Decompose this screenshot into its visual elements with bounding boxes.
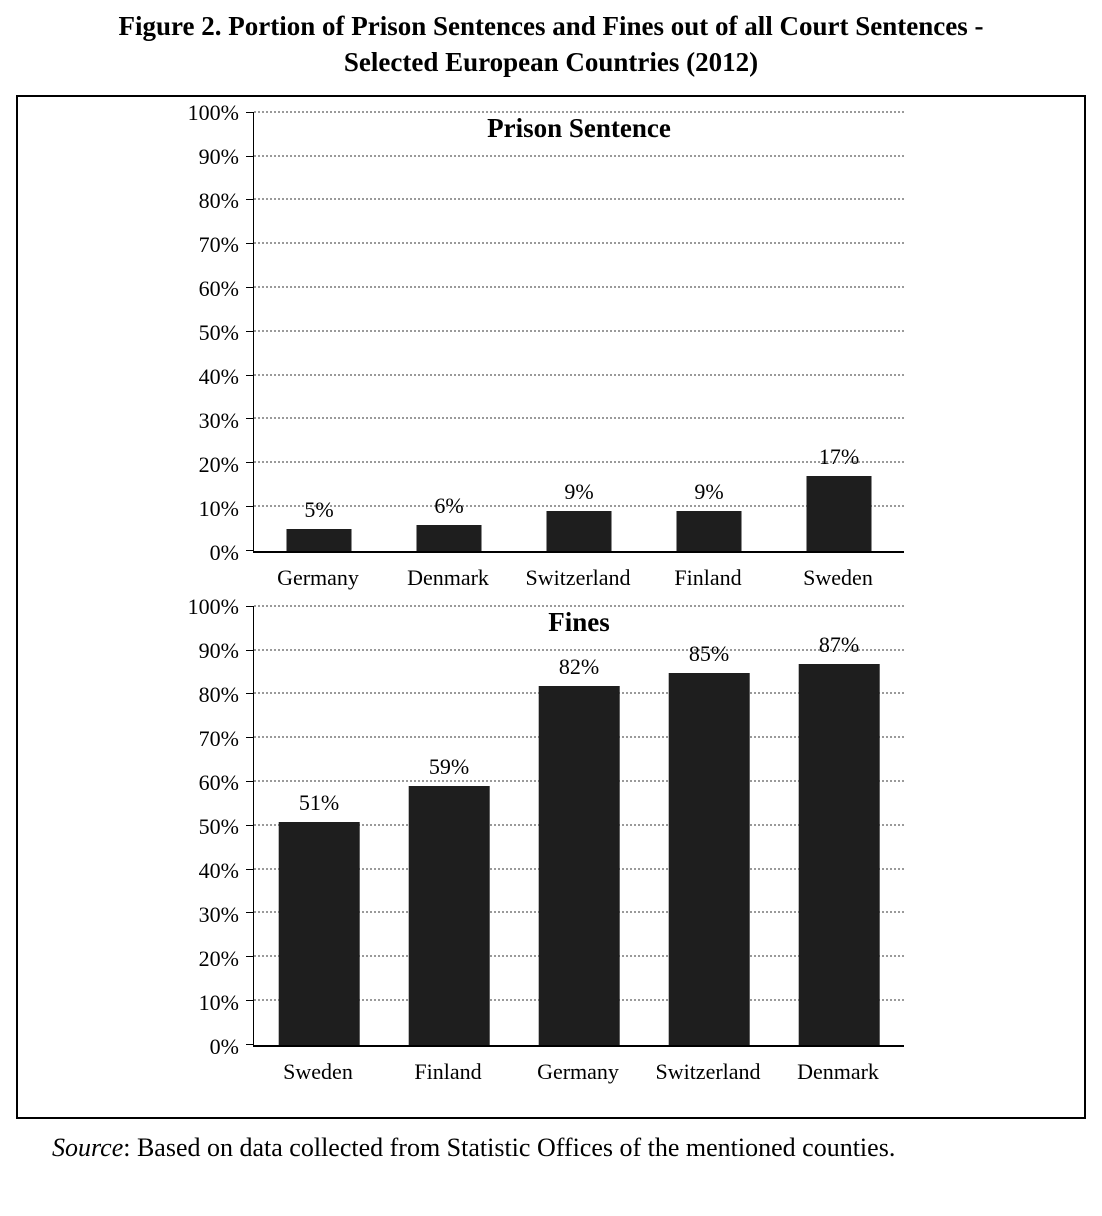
- y-tick-label: 50%: [198, 813, 239, 839]
- y-tick-mark: [246, 112, 254, 113]
- source-note: [52, 1133, 1062, 1163]
- y-tick-mark: [246, 506, 254, 507]
- y-tick-label: 40%: [198, 857, 239, 883]
- figure-title: [26, 8, 1076, 81]
- y-tick-label: 10%: [198, 989, 239, 1015]
- plot-area: [253, 607, 904, 1047]
- y-tick-mark: [246, 287, 254, 288]
- bar-value-label: 59%: [428, 754, 470, 780]
- x-category-label: Denmark: [797, 1058, 879, 1084]
- bar-slot: [774, 113, 904, 551]
- bar-slot: [514, 113, 644, 551]
- source-text: : Based on data collected from Statistic Offices of the mentioned counties.: [123, 1132, 896, 1162]
- y-tick-mark: [246, 550, 254, 551]
- y-tick-label: 30%: [198, 901, 239, 927]
- bar-slot: [384, 607, 514, 1045]
- bar-value-label: 9%: [694, 479, 724, 505]
- bar-finland: [677, 511, 742, 550]
- y-tick-mark: [246, 869, 254, 870]
- bar-value-label: 87%: [818, 631, 860, 657]
- bar-value-label: 17%: [818, 444, 860, 470]
- chart-box: [16, 95, 1086, 1119]
- y-tick-mark: [246, 650, 254, 651]
- y-tick-mark: [246, 418, 254, 419]
- y-tick-mark: [246, 825, 254, 826]
- x-category-label: Germany: [277, 564, 359, 590]
- bar-slot: [384, 113, 514, 551]
- plot-area: [253, 113, 904, 553]
- bar-value-label: 82%: [558, 653, 600, 679]
- bars-container: [254, 607, 904, 1045]
- y-tick-label: 0%: [209, 1033, 239, 1059]
- bar-slot: [644, 607, 774, 1045]
- y-tick-label: 10%: [198, 495, 239, 521]
- y-axis: [18, 99, 253, 565]
- y-tick-mark: [246, 693, 254, 694]
- y-tick-label: 80%: [198, 187, 239, 213]
- y-tick-label: 60%: [198, 275, 239, 301]
- y-axis: [18, 593, 253, 1059]
- y-tick-mark: [246, 375, 254, 376]
- y-tick-mark: [246, 462, 254, 463]
- y-tick-label: 90%: [198, 637, 239, 663]
- y-tick-label: 100%: [187, 99, 239, 125]
- bar-slot: [774, 607, 904, 1045]
- figure-title-line-1: Figure 2. Portion of Prison Sentences and Fines out of all Court Sentences -: [118, 11, 984, 41]
- x-category-label: Finland: [674, 564, 742, 590]
- source-label: Source: [52, 1132, 124, 1162]
- bar-sweden: [279, 822, 360, 1045]
- x-category-label: Germany: [537, 1058, 619, 1084]
- y-tick-label: 70%: [198, 725, 239, 751]
- bar-slot: [254, 113, 384, 551]
- x-category-label: Sweden: [803, 564, 873, 590]
- x-axis: [253, 1047, 903, 1085]
- y-tick-mark: [246, 781, 254, 782]
- bar-value-label: 6%: [434, 492, 464, 518]
- y-tick-label: 40%: [198, 363, 239, 389]
- bar-switzerland: [669, 673, 750, 1045]
- y-tick-mark: [246, 1044, 254, 1045]
- bar-value-label: 85%: [688, 640, 730, 666]
- bar-value-label: 5%: [304, 496, 334, 522]
- chart-fines: [18, 593, 1084, 1085]
- x-category-label: Switzerland: [655, 1058, 761, 1084]
- y-tick-label: 60%: [198, 769, 239, 795]
- bar-sweden: [807, 476, 872, 550]
- bar-germany: [287, 529, 352, 551]
- y-tick-label: 30%: [198, 407, 239, 433]
- y-tick-mark: [246, 956, 254, 957]
- figure-title-line-2: Selected European Countries (2012): [343, 47, 759, 78]
- bars-container: [254, 113, 904, 551]
- y-tick-mark: [246, 331, 254, 332]
- bar-finland: [409, 786, 490, 1044]
- bar-germany: [539, 686, 620, 1045]
- y-tick-label: 50%: [198, 319, 239, 345]
- bar-denmark: [799, 664, 880, 1045]
- y-tick-mark: [246, 1000, 254, 1001]
- chart-area: [18, 99, 1084, 565]
- y-tick-mark: [246, 912, 254, 913]
- x-category-label: Denmark: [407, 564, 489, 590]
- y-tick-label: 70%: [198, 231, 239, 257]
- bar-switzerland: [547, 511, 612, 550]
- bar-slot: [644, 113, 774, 551]
- y-tick-label: 80%: [198, 681, 239, 707]
- chart-prison-sentence: [18, 99, 1084, 591]
- y-tick-mark: [246, 606, 254, 607]
- y-tick-mark: [246, 199, 254, 200]
- y-tick-label: 100%: [187, 593, 239, 619]
- y-tick-mark: [246, 243, 254, 244]
- y-tick-label: 20%: [198, 451, 239, 477]
- x-category-label: Switzerland: [525, 564, 631, 590]
- chart-title: Prison Sentence: [487, 112, 671, 143]
- chart-area: [18, 593, 1084, 1059]
- y-tick-mark: [246, 156, 254, 157]
- y-tick-label: 90%: [198, 143, 239, 169]
- y-tick-label: 20%: [198, 945, 239, 971]
- bar-value-label: 51%: [298, 789, 340, 815]
- chart-title: Fines: [548, 606, 610, 637]
- x-category-label: Sweden: [283, 1058, 353, 1084]
- bar-slot: [254, 607, 384, 1045]
- bar-denmark: [417, 525, 482, 551]
- y-tick-label: 0%: [209, 539, 239, 565]
- bar-value-label: 9%: [564, 479, 594, 505]
- x-axis: [253, 553, 903, 591]
- y-tick-mark: [246, 737, 254, 738]
- x-category-label: Finland: [414, 1058, 482, 1084]
- bar-slot: [514, 607, 644, 1045]
